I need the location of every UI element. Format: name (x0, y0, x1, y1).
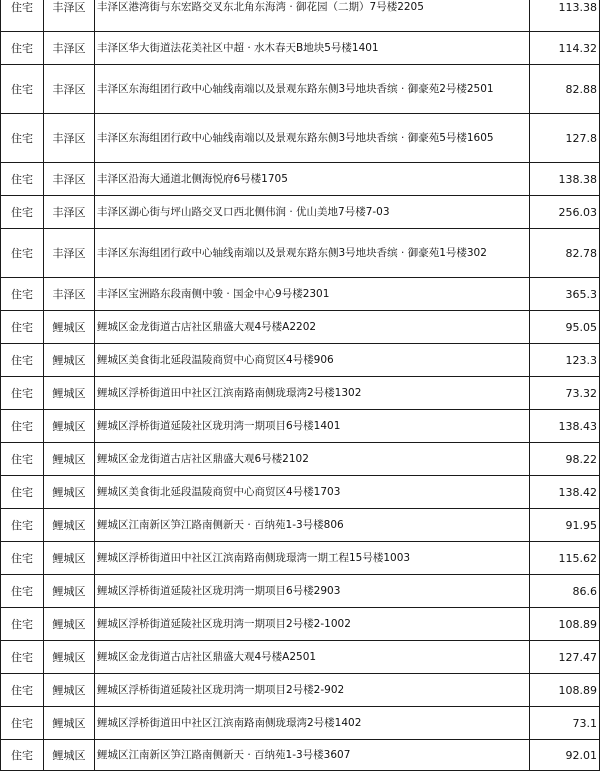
area-cell: 82.88 (530, 65, 600, 114)
district-cell: 鲤城区 (44, 410, 95, 443)
district-cell: 鲤城区 (44, 608, 95, 641)
usage-type-cell: 住宅 (1, 740, 44, 771)
address-cell: 鲤城区江南新区笋江路南侧新天 · 百纳苑1-3号楼3607 (95, 740, 530, 771)
table-row (1, 608, 600, 641)
table-row (1, 740, 600, 771)
usage-type-cell: 住宅 (1, 65, 44, 114)
table-body (1, 0, 600, 771)
usage-type-cell: 住宅 (1, 443, 44, 476)
area-cell: 138.42 (530, 476, 600, 509)
area-cell: 108.89 (530, 674, 600, 707)
usage-type-cell: 住宅 (1, 278, 44, 311)
address-cell: 丰泽区湖心街与坪山路交叉口西北侧伟润 · 优山美地7号楼7-03 (95, 196, 530, 229)
address-cell: 丰泽区港湾街与东宏路交叉东北角东海湾 · 御花园（二期）7号楼2205 (95, 0, 530, 32)
area-cell: 138.43 (530, 410, 600, 443)
usage-type-cell: 住宅 (1, 641, 44, 674)
table-row (1, 196, 600, 229)
area-cell: 127.8 (530, 114, 600, 163)
table-row (1, 641, 600, 674)
usage-type-cell: 住宅 (1, 674, 44, 707)
table-row (1, 163, 600, 196)
district-cell: 鲤城区 (44, 575, 95, 608)
address-cell: 鲤城区江南新区笋江路南侧新天 · 百纳苑1-3号楼806 (95, 509, 530, 542)
usage-type-cell: 住宅 (1, 196, 44, 229)
district-cell: 丰泽区 (44, 278, 95, 311)
area-cell: 114.32 (530, 32, 600, 65)
area-cell: 86.6 (530, 575, 600, 608)
usage-type-cell: 住宅 (1, 377, 44, 410)
table-row (1, 65, 600, 114)
address-cell: 鲤城区浮桥街道延陵社区珑玥湾一期项目2号楼2-1002 (95, 608, 530, 641)
district-cell: 丰泽区 (44, 229, 95, 278)
address-cell: 丰泽区东海组团行政中心轴线南端以及景观东路东侧3号地块香缤 · 御豪苑5号楼1605 (95, 114, 530, 163)
area-cell: 73.32 (530, 377, 600, 410)
usage-type-cell: 住宅 (1, 509, 44, 542)
area-cell: 113.38 (530, 0, 600, 32)
address-cell: 鲤城区金龙街道古店社区鼎盛大观4号楼A2202 (95, 311, 530, 344)
usage-type-cell: 住宅 (1, 410, 44, 443)
usage-type-cell: 住宅 (1, 542, 44, 575)
district-cell: 鲤城区 (44, 641, 95, 674)
usage-type-cell: 住宅 (1, 0, 44, 32)
district-cell: 鲤城区 (44, 377, 95, 410)
area-cell: 91.95 (530, 509, 600, 542)
district-cell: 丰泽区 (44, 0, 95, 32)
district-cell: 鲤城区 (44, 476, 95, 509)
table-row (1, 410, 600, 443)
address-cell: 鲤城区浮桥街道延陵社区珑玥湾一期项目6号楼2903 (95, 575, 530, 608)
district-cell: 丰泽区 (44, 32, 95, 65)
district-cell: 鲤城区 (44, 542, 95, 575)
district-cell: 鲤城区 (44, 707, 95, 740)
address-cell: 鲤城区美食街北延段温陵商贸中心商贸区4号楼906 (95, 344, 530, 377)
district-cell: 鲤城区 (44, 443, 95, 476)
area-cell: 108.89 (530, 608, 600, 641)
address-cell: 丰泽区宝洲路东段南侧中骏 · 国金中心9号楼2301 (95, 278, 530, 311)
address-cell: 鲤城区美食街北延段温陵商贸中心商贸区4号楼1703 (95, 476, 530, 509)
usage-type-cell: 住宅 (1, 707, 44, 740)
address-cell: 鲤城区浮桥街道田中社区江滨南路南侧珑璟湾2号楼1302 (95, 377, 530, 410)
usage-type-cell: 住宅 (1, 608, 44, 641)
district-cell: 鲤城区 (44, 509, 95, 542)
table-row (1, 707, 600, 740)
district-cell: 丰泽区 (44, 114, 95, 163)
table-row (1, 377, 600, 410)
table-row (1, 278, 600, 311)
table-row (1, 229, 600, 278)
address-cell: 鲤城区金龙街道古店社区鼎盛大观6号楼2102 (95, 443, 530, 476)
usage-type-cell: 住宅 (1, 311, 44, 344)
table-row (1, 311, 600, 344)
district-cell: 丰泽区 (44, 196, 95, 229)
area-cell: 73.1 (530, 707, 600, 740)
district-cell: 鲤城区 (44, 740, 95, 771)
area-cell: 123.3 (530, 344, 600, 377)
district-cell: 鲤城区 (44, 344, 95, 377)
district-cell: 丰泽区 (44, 163, 95, 196)
area-cell: 95.05 (530, 311, 600, 344)
usage-type-cell: 住宅 (1, 344, 44, 377)
address-cell: 鲤城区金龙街道古店社区鼎盛大观4号楼A2501 (95, 641, 530, 674)
area-cell: 82.78 (530, 229, 600, 278)
usage-type-cell: 住宅 (1, 32, 44, 65)
address-cell: 丰泽区东海组团行政中心轴线南端以及景观东路东侧3号地块香缤 · 御豪苑1号楼302 (95, 229, 530, 278)
area-cell: 365.3 (530, 278, 600, 311)
table-row (1, 114, 600, 163)
area-cell: 115.62 (530, 542, 600, 575)
table-row (1, 542, 600, 575)
usage-type-cell: 住宅 (1, 575, 44, 608)
table-row (1, 575, 600, 608)
table-row (1, 0, 600, 32)
usage-type-cell: 住宅 (1, 229, 44, 278)
address-cell: 丰泽区华大街道法花美社区中超 · 水木春天B地块5号楼1401 (95, 32, 530, 65)
table-row (1, 509, 600, 542)
address-cell: 鲤城区浮桥街道田中社区江滨南路南侧珑璟湾2号楼1402 (95, 707, 530, 740)
table-row (1, 443, 600, 476)
area-cell: 256.03 (530, 196, 600, 229)
table-row (1, 32, 600, 65)
address-cell: 丰泽区东海组团行政中心轴线南端以及景观东路东侧3号地块香缤 · 御豪苑2号楼2501 (95, 65, 530, 114)
area-cell: 98.22 (530, 443, 600, 476)
table-row (1, 476, 600, 509)
address-cell: 鲤城区浮桥街道延陵社区珑玥湾一期项目6号楼1401 (95, 410, 530, 443)
usage-type-cell: 住宅 (1, 163, 44, 196)
address-cell: 鲤城区浮桥街道延陵社区珑玥湾一期项目2号楼2-902 (95, 674, 530, 707)
table-row (1, 344, 600, 377)
address-cell: 丰泽区沿海大通道北侧海悦府6号楼1705 (95, 163, 530, 196)
usage-type-cell: 住宅 (1, 476, 44, 509)
district-cell: 鲤城区 (44, 311, 95, 344)
address-cell: 鲤城区浮桥街道田中社区江滨南路南侧珑璟湾一期工程15号楼1003 (95, 542, 530, 575)
district-cell: 丰泽区 (44, 65, 95, 114)
area-cell: 138.38 (530, 163, 600, 196)
area-cell: 92.01 (530, 740, 600, 771)
area-cell: 127.47 (530, 641, 600, 674)
usage-type-cell: 住宅 (1, 114, 44, 163)
district-cell: 鲤城区 (44, 674, 95, 707)
table-row (1, 674, 600, 707)
